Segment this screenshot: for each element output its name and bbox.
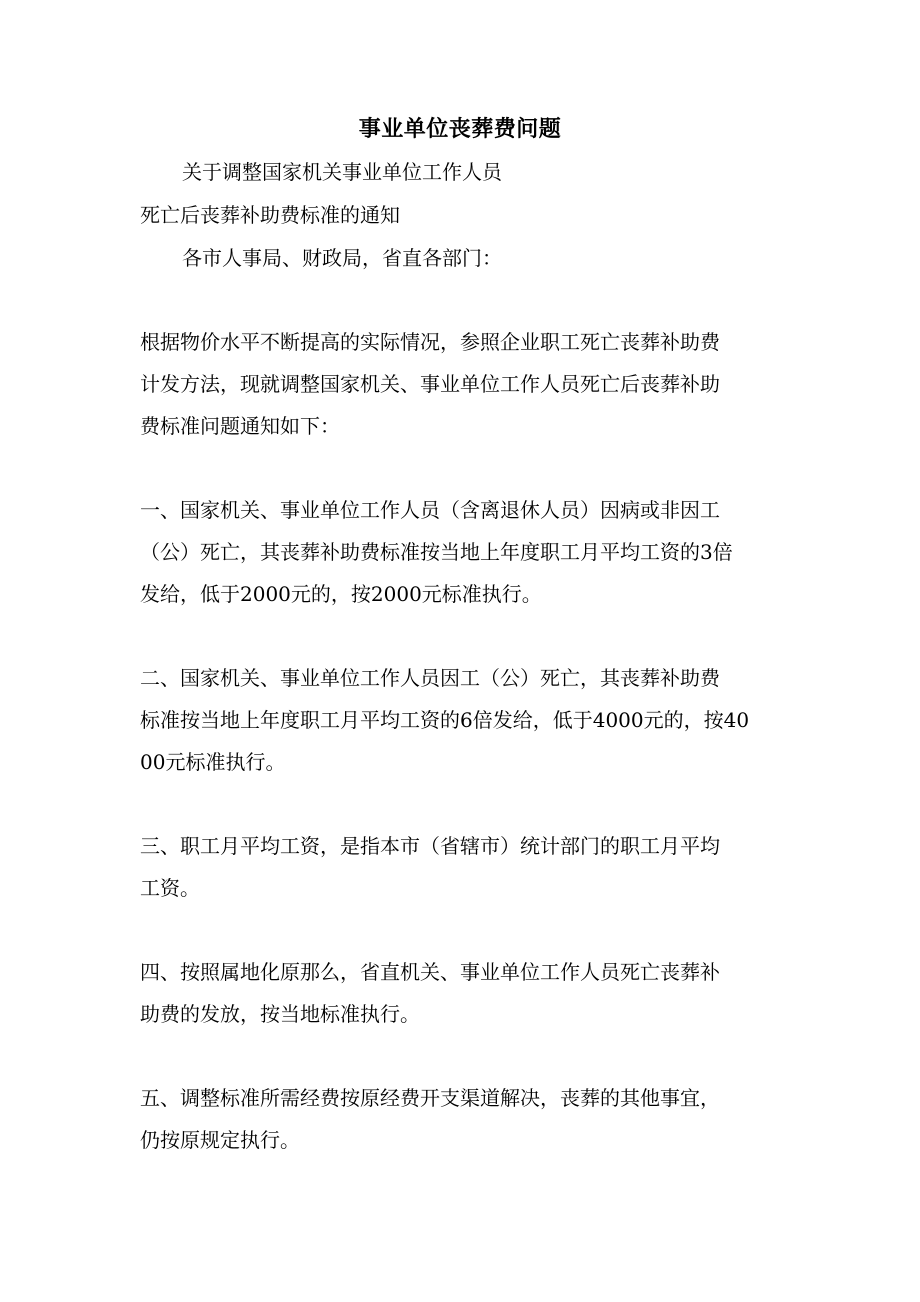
item-5-line: 五、调整标准所需经费按原经费开支渠道解决，丧葬的其他事宜， (140, 1086, 720, 1110)
item-3-line: 三、职工月平均工资，是指本市（省辖市）统计部门的职工月平均 (140, 834, 720, 858)
item-2-line: 00元标准执行。 (140, 750, 286, 774)
item-1-line: 发给，低于2000元的，按2000元标准执行。 (140, 582, 542, 606)
item-4-line: 助费的发放，按当地标准执行。 (140, 1002, 420, 1026)
notice-heading-line-1: 关于调整国家机关事业单位工作人员 (182, 160, 502, 184)
item-4-line: 四、按照属地化原那么，省直机关、事业单位工作人员死亡丧葬补 (140, 960, 720, 984)
intro-line: 根据物价水平不断提高的实际情况，参照企业职工死亡丧葬补助费 (140, 330, 720, 354)
item-1-line: （公）死亡，其丧葬补助费标准按当地上年度职工月平均工资的3倍 (140, 540, 733, 564)
intro-line: 计发方法，现就调整国家机关、事业单位工作人员死亡后丧葬补助 (140, 372, 720, 396)
item-2-line: 二、国家机关、事业单位工作人员因工（公）死亡，其丧葬补助费 (140, 666, 720, 690)
item-2-line: 标准按当地上年度职工月平均工资的6倍发给，低于4000元的，按40 (140, 708, 750, 732)
item-5-line: 仍按原规定执行。 (140, 1128, 300, 1152)
notice-heading-line-2: 死亡后丧葬补助费标准的通知 (140, 203, 400, 227)
intro-line: 费标准问题通知如下： (140, 414, 340, 438)
salutation: 各市人事局、财政局，省直各部门： (182, 246, 502, 270)
item-1-line: 一、国家机关、事业单位工作人员（含离退休人员）因病或非因工 (140, 498, 720, 522)
document-title: 事业单位丧葬费问题 (358, 116, 562, 142)
item-3-line: 工资。 (140, 876, 200, 900)
